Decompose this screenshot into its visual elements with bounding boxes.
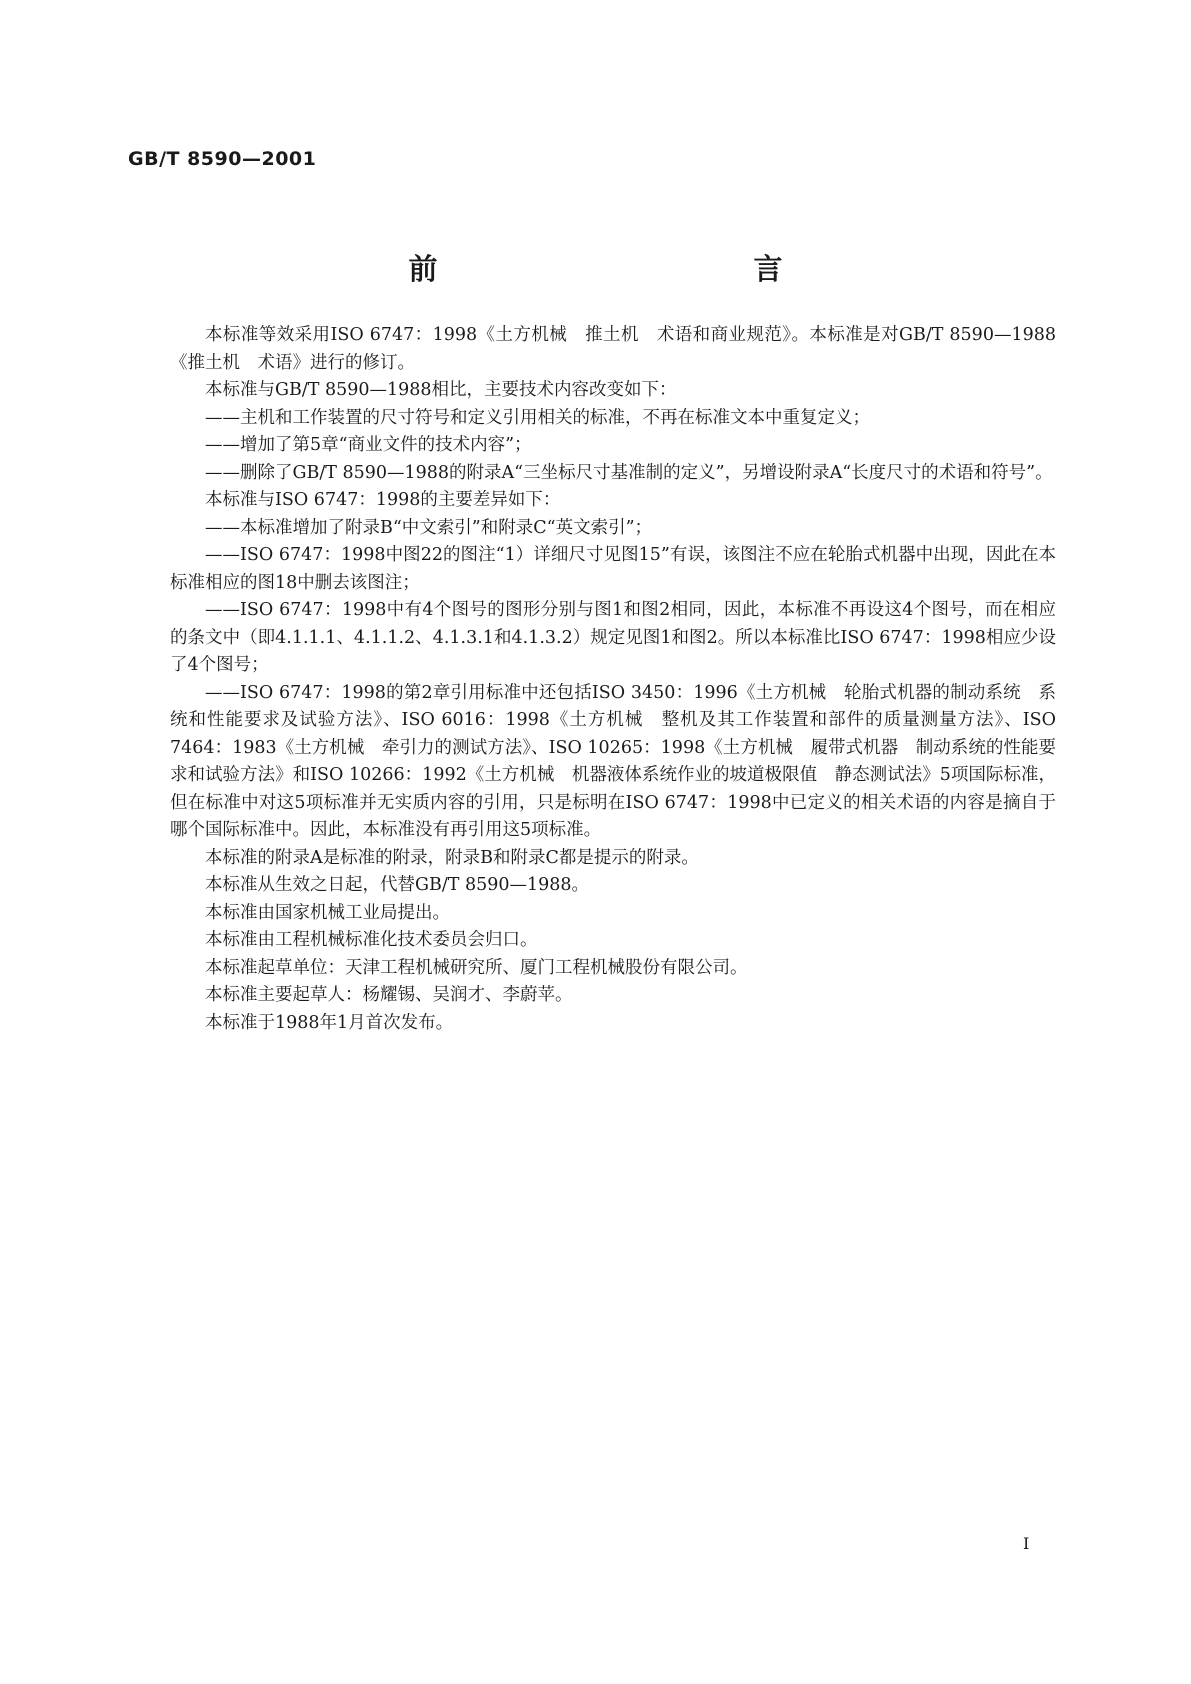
page-title: 前 言 <box>408 252 869 286</box>
paragraph: 本标准与GB/T 8590—1988相比，主要技术内容改变如下： <box>205 380 677 400</box>
list-item: ——主机和工作装置的尺寸符号和定义引用相关的标准，不再在标准文本中重复定义； <box>205 407 870 428</box>
list-item: ——增加了第5章“商业文件的技术内容”； <box>205 435 532 455</box>
list-item: ——本标准增加了附录B“中文索引”和附录C“英文索引”； <box>205 517 653 538</box>
paragraph: 本标准由国家机械工业局提出。 <box>205 902 450 923</box>
paragraph: 本标准主要起草人：杨耀锡、吴润才、李蔚苹。 <box>205 985 573 1005</box>
paragraph: 本标准的附录A是标准的附录，附录B和附录C都是提示的附录。 <box>205 847 699 868</box>
paragraph: 本标准与ISO 6747：1998的主要差异如下： <box>205 490 561 510</box>
list-item: ——ISO 6747：1998的第2章引用标准中还包括ISO 3450：1996《土方机械 轮胎式机器的制动系统 系统和性能要求及试验方法》、ISO 6016：1998《土方机械 整机及其工作装置和部件的质量测量方法》、ISO 7464：1983《土方机械 牵引力的测试方法》、ISO 10265：1998《土方机械 履带式机器 制动系统的性能要求和试验方法》和ISO 10266：1992《土方机械 机器液体系统作业的坡道极限值 静态测试法》5项国际标准，但在标准中对这5项标准并无实质内容的引用，只是标明在ISO 6747：1998中已定义的相关术语的内容是摘自于哪个国际标准中。因此，本标准没有再引用这5项标准。 <box>170 682 1056 840</box>
paragraph: 本标准于1988年1月首次发布。 <box>205 1012 454 1033</box>
list-item: ——删除了GB/T 8590—1988的附录A“三坐标尺寸基准制的定义”，另增设附录A“长度尺寸的术语和符号”。 <box>205 462 1053 483</box>
paragraph: 本标准从生效之日起，代替GB/T 8590—1988。 <box>205 875 590 895</box>
paragraph: 本标准由工程机械标准化技术委员会归口。 <box>205 930 538 950</box>
standard-code: GB/T 8590—2001 <box>128 148 317 170</box>
foreword-body <box>170 322 1056 1037</box>
list-item: ——ISO 6747：1998中有4个图号的图形分别与图1和图2相同，因此，本标准不再设这4个图号，而在相应的条文中（即4.1.1.1、4.1.1.2、4.1.3.1和4.1.3.2）规定见图1和图2。所以本标准比ISO 6747：1998相应少设了4个图号； <box>170 600 1056 675</box>
page-number: I <box>1023 1534 1030 1553</box>
paragraph: 本标准起草单位：天津工程机械研究所、厦门工程机械股份有限公司。 <box>205 957 748 978</box>
paragraph: 本标准等效采用ISO 6747：1998《土方机械 推土机 术语和商业规范》。本标准是对GB/T 8590—1988《推土机 术语》进行的修订。 <box>170 325 1056 373</box>
list-item: ——ISO 6747：1998中图22的图注“1）详细尺寸见图15”有误，该图注不应在轮胎式机器中出现，因此在本标准相应的图18中删去该图注； <box>170 545 1056 593</box>
